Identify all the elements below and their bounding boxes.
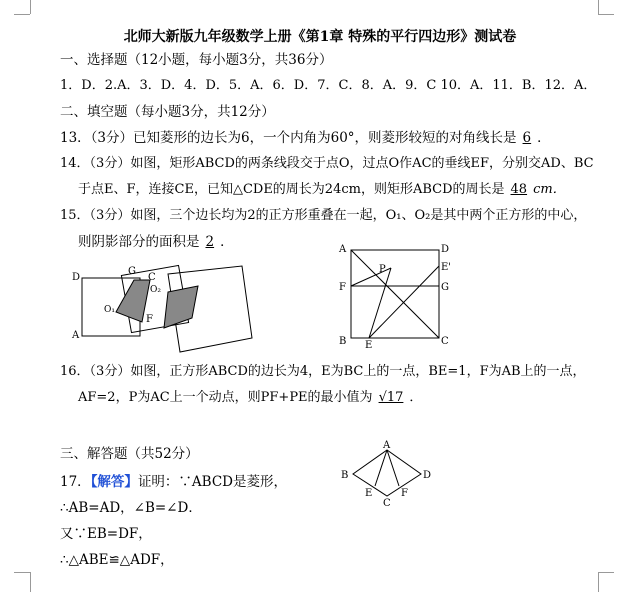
fig16-label-E: E bbox=[365, 340, 373, 350]
q15-line2 bbox=[78, 232, 234, 252]
q14-tail: cm． bbox=[533, 182, 566, 197]
fig15-label-D: D bbox=[72, 272, 81, 283]
figure-q16-square bbox=[335, 240, 465, 350]
crop-mark-top-right bbox=[598, 0, 599, 14]
figure-q17-rhombus bbox=[335, 440, 445, 506]
fig17-label-F: F bbox=[401, 488, 408, 499]
fig15-label-A: A bbox=[72, 330, 80, 341]
fig16-label-P: P bbox=[379, 264, 386, 275]
segment-ae bbox=[375, 450, 387, 486]
q14-answer: 48 bbox=[510, 182, 528, 197]
q16-answer: √17 bbox=[378, 390, 404, 405]
fig17-label-B: B bbox=[341, 470, 349, 481]
fig16-label-D: D bbox=[441, 244, 450, 255]
section2-heading: 二、填空题（每小题3分，共12分） bbox=[60, 104, 275, 120]
section1-heading: 一、选择题（12小题，每小题3分，共36分） bbox=[60, 52, 333, 68]
q15-tail: ． bbox=[220, 234, 234, 250]
shaded-region-right bbox=[164, 286, 198, 328]
section1-answers: 1．D．2.A．3．D．4．D．5．A．6．D．7．C．8．A．9．C 10．A．11．B．12．A． bbox=[60, 78, 597, 93]
crop-mark-bottom-left-h bbox=[14, 572, 30, 573]
fig15-label-G: G bbox=[128, 266, 136, 277]
q17-step-1: ∴AB=AD，∠B=∠D． bbox=[60, 500, 202, 516]
q17-text: 证明：∵ABCD是菱形， bbox=[137, 474, 288, 490]
crop-mark-bottom-right bbox=[598, 572, 599, 592]
section3-heading: 三、解答题（共52分） bbox=[60, 446, 199, 462]
q17-solution-tag: 【解答】 bbox=[90, 474, 138, 490]
crop-mark-bottom-right-h bbox=[598, 572, 614, 573]
q17-number: 17． bbox=[60, 474, 91, 490]
q16-text: AF=2，P为AC上一个动点，则PF+PE的最小值为 bbox=[78, 390, 373, 405]
q15-text: 则阴影部分的面积是 bbox=[78, 234, 200, 250]
q14-line1: 14．（3分）如图，矩形ABCD的两条线段交于点O，过点O作AC的垂线EF，分别交AD、BC bbox=[60, 156, 594, 171]
fig16-label-G: G bbox=[441, 282, 449, 293]
fig17-label-D: D bbox=[423, 470, 432, 481]
q14-line2 bbox=[78, 180, 566, 200]
diagonal-ac bbox=[351, 250, 439, 338]
rhombus-abcd bbox=[353, 450, 421, 496]
fig16-label-C: C bbox=[441, 336, 449, 347]
page-title: 北师大新版九年级数学上册《第1章 特殊的平行四边形》测试卷 bbox=[123, 29, 517, 45]
fig16-label-B: B bbox=[339, 336, 347, 347]
figure-q15-squares bbox=[70, 262, 260, 358]
q17-step-3: ∴△ABE≌△ADF， bbox=[60, 552, 174, 568]
q13-text: 13．（3分）已知菱形的边长为6，一个内角为60°，则菱形较短的对角线长是 bbox=[60, 130, 517, 146]
shaded-region-left bbox=[116, 280, 150, 322]
q16-line2 bbox=[78, 388, 422, 408]
fig17-label-E: E bbox=[365, 488, 373, 499]
q13 bbox=[60, 128, 551, 148]
q17-line bbox=[60, 472, 287, 492]
crop-mark-bottom-left bbox=[30, 572, 31, 592]
fig15-label-C: C bbox=[148, 272, 156, 283]
crop-mark-top-right-h bbox=[598, 14, 614, 15]
fig16-label-Eprime: E' bbox=[441, 262, 452, 273]
fig17-label-A: A bbox=[383, 440, 391, 451]
q17-step-2: 又∵EB=DF， bbox=[60, 526, 152, 542]
fig16-label-F: F bbox=[339, 282, 346, 293]
q14-text: 于点E、F，连接CE，已知△CDE的周长为24cm，则矩形ABCD的周长是 bbox=[78, 182, 505, 197]
q13-tail: ． bbox=[537, 130, 551, 146]
segment-af bbox=[387, 450, 399, 486]
fig15-label-O2: O₂ bbox=[150, 285, 161, 295]
fig16-label-A: A bbox=[339, 244, 347, 255]
q15-answer: 2 bbox=[205, 234, 215, 250]
fig17-label-C: C bbox=[383, 498, 391, 506]
fig15-label-O1: O₁ bbox=[104, 305, 115, 315]
q16-line1: 16．（3分）如图，正方形ABCD的边长为4，E为BC上的一点，BE=1，F为AB上的一点， bbox=[60, 364, 586, 379]
q16-tail: ． bbox=[409, 390, 423, 405]
crop-mark-top-left bbox=[30, 0, 31, 14]
fig15-label-F: F bbox=[146, 314, 153, 325]
crop-mark-top-left-h bbox=[14, 14, 30, 15]
q13-answer: 6 bbox=[522, 130, 532, 146]
q15-line1: 15．（3分）如图，三个边长均为2的正方形重叠在一起，O₁、O₂是其中两个正方形的中心， bbox=[60, 208, 587, 223]
